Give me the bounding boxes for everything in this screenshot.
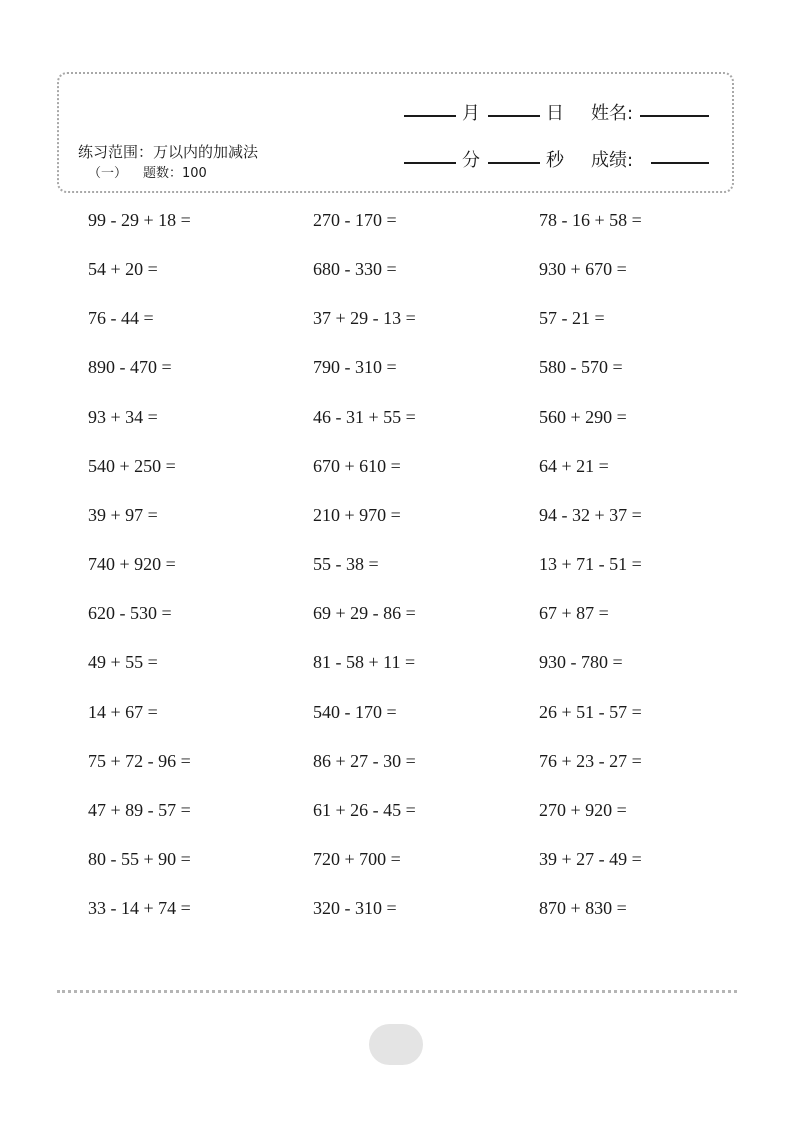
problem-item: 39 + 27 - 49 = (539, 848, 642, 869)
second-blank[interactable] (488, 162, 540, 164)
name-blank[interactable] (640, 115, 709, 117)
series-label: （一） (88, 166, 128, 181)
problem-item: 81 - 58 + 11 = (313, 652, 416, 673)
minute-label: 分 (462, 150, 480, 171)
problem-item: 580 - 570 = (539, 357, 623, 378)
problem-item: 930 - 780 = (539, 652, 623, 673)
problem-item: 76 + 23 - 27 = (539, 750, 642, 771)
problem-item: 540 - 170 = (313, 701, 397, 722)
problem-item: 64 + 21 = (539, 455, 609, 476)
problem-item: 540 + 250 = (88, 455, 176, 476)
problem-item: 80 - 55 + 90 = (88, 848, 191, 869)
problem-item: 14 + 67 = (88, 701, 158, 722)
problem-item: 870 + 830 = (539, 898, 627, 919)
problem-item: 740 + 920 = (88, 554, 176, 575)
second-label: 秒 (546, 150, 564, 171)
problem-item: 620 - 530 = (88, 603, 172, 624)
problem-item: 67 + 87 = (539, 603, 609, 624)
problem-item: 720 + 700 = (313, 848, 401, 869)
practice-range: 练习范围：万以内的加减法 (78, 143, 259, 161)
problem-item: 210 + 970 = (313, 504, 401, 525)
problem-item: 47 + 89 - 57 = (88, 799, 191, 820)
problem-item: 37 + 29 - 13 = (313, 308, 416, 329)
series-and-count (88, 162, 207, 181)
problem-item: 86 + 27 - 30 = (313, 750, 416, 771)
problem-item: 13 + 71 - 51 = (539, 554, 642, 575)
question-count: 题数：100 (143, 166, 207, 181)
bottom-divider (57, 990, 737, 993)
problem-item: 55 - 38 = (313, 554, 379, 575)
page-number-badge (369, 1024, 423, 1065)
problem-item: 61 + 26 - 45 = (313, 799, 416, 820)
problem-item: 49 + 55 = (88, 652, 158, 673)
problem-item: 93 + 34 = (88, 406, 158, 427)
day-blank[interactable] (488, 115, 540, 117)
day-label: 日 (546, 103, 564, 124)
month-label: 月 (462, 103, 480, 124)
score-blank[interactable] (651, 162, 709, 164)
month-blank[interactable] (404, 115, 456, 117)
minute-blank[interactable] (404, 162, 456, 164)
problem-item: 320 - 310 = (313, 898, 397, 919)
problem-item: 930 + 670 = (539, 259, 627, 280)
problem-item: 270 + 920 = (539, 799, 627, 820)
problem-item: 78 - 16 + 58 = (539, 210, 642, 230)
problem-item: 69 + 29 - 86 = (313, 603, 416, 624)
problem-item: 46 - 31 + 55 = (313, 406, 416, 427)
problem-item: 94 - 32 + 37 = (539, 504, 642, 525)
problem-item: 680 - 330 = (313, 259, 397, 280)
score-label: 成绩: (591, 150, 634, 171)
problem-item: 39 + 97 = (88, 504, 158, 525)
problem-item: 54 + 20 = (88, 259, 158, 280)
problem-item: 33 - 14 + 74 = (88, 898, 191, 919)
problem-item: 670 + 610 = (313, 455, 401, 476)
problem-item: 890 - 470 = (88, 357, 172, 378)
problem-item: 560 + 290 = (539, 406, 627, 427)
problem-item: 75 + 72 - 96 = (88, 750, 191, 771)
name-label: 姓名: (591, 103, 634, 124)
problem-item: 76 - 44 = (88, 308, 154, 329)
problem-item: 790 - 310 = (313, 357, 397, 378)
problem-item: 57 - 21 = (539, 308, 605, 329)
problem-item: 270 - 170 = (313, 210, 397, 230)
problem-item: 99 - 29 + 18 = (88, 210, 191, 230)
problem-item: 26 + 51 - 57 = (539, 701, 642, 722)
